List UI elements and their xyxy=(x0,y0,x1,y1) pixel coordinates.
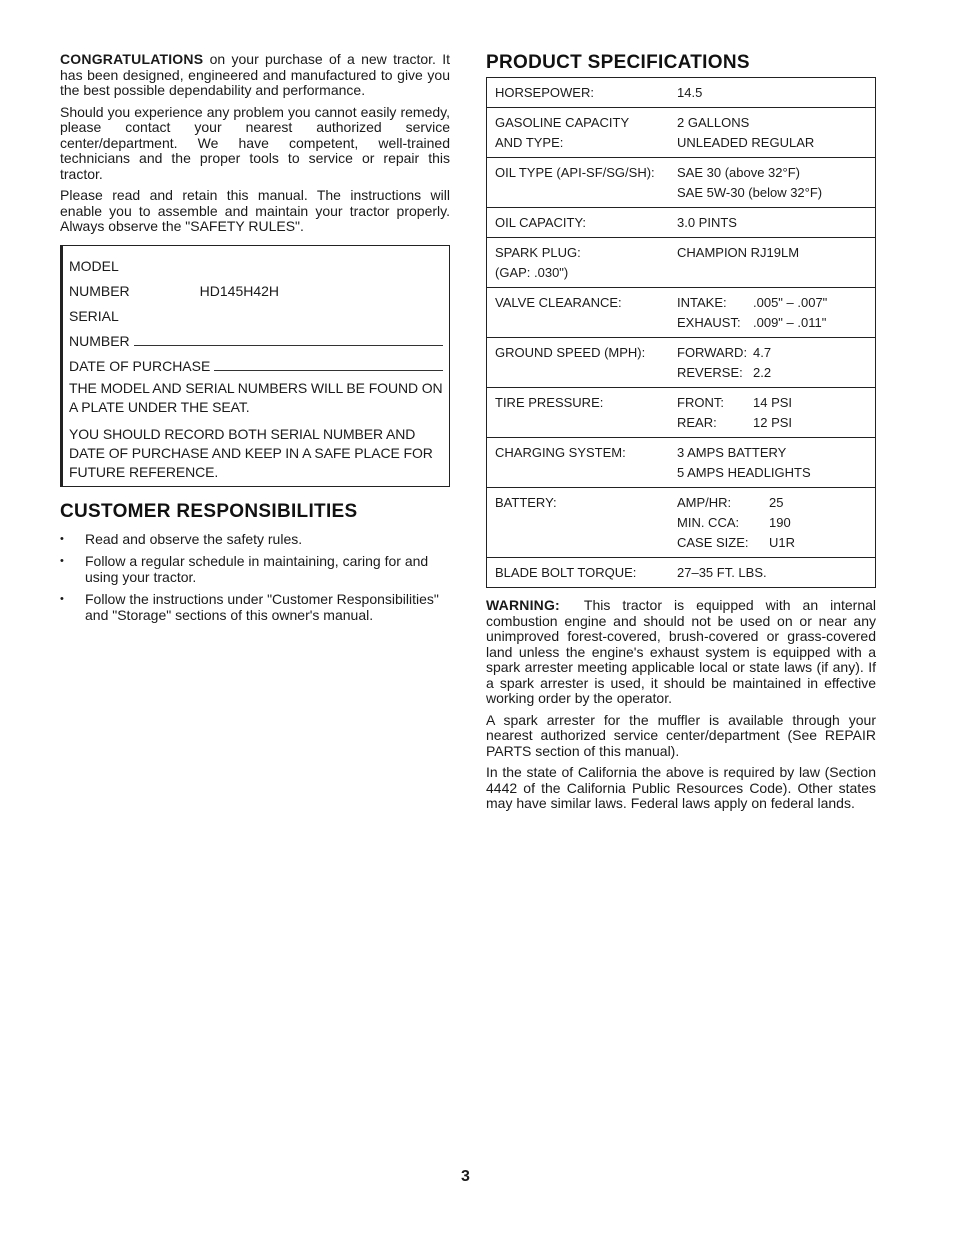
serial-label: SERIAL xyxy=(69,307,119,324)
spec-label-cell xyxy=(487,488,670,558)
spec-sub-row xyxy=(677,513,871,533)
spec-label: TIRE PRESSURE: xyxy=(495,395,604,410)
spec-sub-value: .005" – .007" xyxy=(753,295,828,310)
specifications-table xyxy=(486,77,876,588)
spec-value-cell xyxy=(669,78,876,108)
spec-value-cell xyxy=(669,488,876,558)
spec-value: 3 AMPS BATTERY xyxy=(677,445,787,460)
model-number-label: NUMBER xyxy=(69,282,130,299)
responsibilities-list xyxy=(60,531,450,623)
serial-label-row xyxy=(69,300,443,325)
spec-sub-label: REAR: xyxy=(677,415,717,430)
spec-value: 27–35 FT. LBS. xyxy=(677,565,767,580)
spec-label-cell xyxy=(487,388,670,438)
spec-label: OIL TYPE (API-SF/SG/SH): xyxy=(495,165,655,180)
intro-paragraph-1 xyxy=(60,52,450,99)
spec-sub-value: 12 PSI xyxy=(753,415,793,430)
spec-value: 2 GALLONS xyxy=(677,115,750,130)
spec-label: GROUND SPEED (MPH): xyxy=(495,345,646,360)
spec-label-cell xyxy=(487,208,670,238)
bullet: • xyxy=(60,592,64,605)
spec-label-cell xyxy=(487,78,670,108)
spec-sub-value: 14 PSI xyxy=(753,395,793,410)
warning-lead: WARNING: xyxy=(486,597,560,613)
warning-section xyxy=(486,598,876,812)
spec-label-cell xyxy=(487,108,670,158)
spec-value: 5 AMPS HEADLIGHTS xyxy=(677,465,811,480)
spec-label: GASOLINE CAPACITY xyxy=(495,115,630,130)
table-row xyxy=(487,208,876,238)
list-item: • Read and observe the safety rules. xyxy=(60,530,303,547)
spec-sub-row xyxy=(677,313,871,333)
spec-sub-value: 190 xyxy=(769,515,791,530)
spec-value-cell xyxy=(669,558,876,588)
spec-sub-label: CASE SIZE: xyxy=(677,535,749,550)
spec-label-cell xyxy=(487,438,670,488)
spec-value-cell xyxy=(669,108,876,158)
congratulations-lead: CONGRATULATIONS xyxy=(60,51,204,67)
spec-label-cell xyxy=(487,558,670,588)
warning-paragraph xyxy=(486,598,876,707)
intro-text-1: on your purchase of a new tractor. It has been designed, engineered and manufactured to give you the best possible dependability and performance. xyxy=(60,51,451,98)
spec-sub-row xyxy=(677,363,871,383)
bullet: • xyxy=(60,532,64,545)
spec-sub-label: EXHAUST: xyxy=(677,315,741,330)
spec-value-cell xyxy=(669,208,876,238)
spec-label-cell xyxy=(487,338,670,388)
spec-sub-row xyxy=(677,533,871,553)
page-number: 3 xyxy=(461,1168,470,1185)
table-row xyxy=(487,78,876,108)
serial-number-row xyxy=(69,325,443,350)
table-row xyxy=(487,438,876,488)
model-serial-box xyxy=(60,245,450,487)
product-specifications-heading: PRODUCT SPECIFICATIONS xyxy=(486,52,750,73)
spec-value: 3.0 PINTS xyxy=(677,215,737,230)
spec-sub-label: AMP/HR: xyxy=(677,495,732,510)
model-label: MODEL xyxy=(69,257,119,274)
spec-sub-label: REVERSE: xyxy=(677,365,743,380)
spec-sub-row xyxy=(677,493,871,513)
left-column xyxy=(60,52,450,629)
spec-sub-row xyxy=(677,413,871,433)
spec-sub-label: FRONT: xyxy=(677,395,724,410)
model-number-row xyxy=(69,275,443,300)
spec-value-cell xyxy=(669,158,876,208)
spec-label: BLADE BOLT TORQUE: xyxy=(495,565,637,580)
spec-sub-row xyxy=(677,343,871,363)
spec-sub-row xyxy=(677,293,871,313)
serial-number-blank xyxy=(134,345,443,346)
spec-value: SAE 5W-30 (below 32°F) xyxy=(677,185,823,200)
model-number-value: HD145H42H xyxy=(199,282,280,299)
intro-paragraph-3: Please read and retain this manual. The instructions will enable you to assemble and maintain your tractor properly. Always observe the "SAFETY RULES". xyxy=(60,187,450,234)
spec-sub-value: .009" – .011" xyxy=(753,315,827,330)
warning-text: This tractor is equipped with an internal combustion engine and should not be used on or near any unimproved forest-covered, brush-covered or grass-covered land unless the engine's exhaust system is equipped with a spark arrester meeting applicable local or state laws (if any). If a spark arrester is used, it should be maintained in effective working order by the operator. xyxy=(486,597,877,706)
list-item: • Follow the instructions under "Customer Responsibilities" and "Storage" sections of this owner's manual. xyxy=(60,590,439,623)
right-column xyxy=(486,52,876,818)
plate-location-notice: THE MODEL AND SERIAL NUMBERS WILL BE FOUND ON A PLATE UNDER THE SEAT. xyxy=(69,379,443,415)
spec-label-cell xyxy=(487,238,670,288)
table-row xyxy=(487,488,876,558)
spec-sub-value: 2.2 xyxy=(753,365,772,380)
serial-number-label: NUMBER xyxy=(69,332,130,349)
spec-label: AND TYPE: xyxy=(495,135,564,150)
bullet: • xyxy=(60,554,64,567)
spec-label: SPARK PLUG: xyxy=(495,245,581,260)
spec-value-cell xyxy=(669,388,876,438)
spec-sub-value: U1R xyxy=(769,535,796,550)
table-row xyxy=(487,558,876,588)
spec-value: UNLEADED REGULAR xyxy=(677,135,815,150)
record-numbers-notice: YOU SHOULD RECORD BOTH SERIAL NUMBER AND DATE OF PURCHASE AND KEEP IN A SAFE PLACE FOR FUTURE REFERENCE. xyxy=(69,425,433,480)
spec-sub-value: 25 xyxy=(769,495,784,510)
spec-label: VALVE CLEARANCE: xyxy=(495,295,622,310)
table-row xyxy=(487,238,876,288)
spec-sub-label: INTAKE: xyxy=(677,295,727,310)
spec-value-cell xyxy=(669,438,876,488)
spark-arrester-paragraph: A spark arrester for the muffler is available through your nearest authorized service center/department (See REPAIR PARTS section of this manual). xyxy=(486,711,876,759)
spec-sub-label: MIN. CCA: xyxy=(677,515,740,530)
date-of-purchase-row xyxy=(69,350,443,375)
spec-sub-value: 4.7 xyxy=(753,345,772,360)
spec-label: HORSEPOWER: xyxy=(495,85,594,100)
date-of-purchase-label: DATE OF PURCHASE xyxy=(69,357,211,374)
spec-value: CHAMPION RJ19LM xyxy=(677,245,800,260)
table-row xyxy=(487,108,876,158)
spec-label-cell xyxy=(487,288,670,338)
model-label-row xyxy=(69,250,443,275)
spec-value: SAE 30 (above 32°F) xyxy=(677,165,800,180)
list-item: • Follow a regular schedule in maintaining, caring for and using your tractor. xyxy=(60,552,429,585)
spec-value-cell xyxy=(669,288,876,338)
table-row xyxy=(487,338,876,388)
customer-responsibilities-heading: CUSTOMER RESPONSIBILITIES xyxy=(60,500,358,522)
spec-sub-row xyxy=(677,393,871,413)
spec-label-cell xyxy=(487,158,670,208)
intro-paragraph-2: Should you experience any problem you cannot easily remedy, please contact your nearest authorized service center/department. We have competent, well-trained technicians and the proper tools to service or repair this tractor. xyxy=(60,103,450,182)
spec-label: CHARGING SYSTEM: xyxy=(495,445,626,460)
spec-value-cell xyxy=(669,338,876,388)
california-law-paragraph: In the state of California the above is required by law (Section 4442 of the California Public Resources Code). Other states may have similar laws. Federal laws apply on federal lands. xyxy=(486,764,876,811)
date-of-purchase-blank xyxy=(214,370,443,371)
table-row xyxy=(487,388,876,438)
spec-value: 14.5 xyxy=(677,85,703,100)
spec-label: (GAP: .030") xyxy=(495,265,569,280)
spec-label: OIL CAPACITY: xyxy=(495,215,587,230)
spec-value-cell xyxy=(669,238,876,288)
table-row xyxy=(487,158,876,208)
spec-sub-label: FORWARD: xyxy=(677,345,748,360)
spec-label: BATTERY: xyxy=(495,495,557,510)
table-row xyxy=(487,288,876,338)
